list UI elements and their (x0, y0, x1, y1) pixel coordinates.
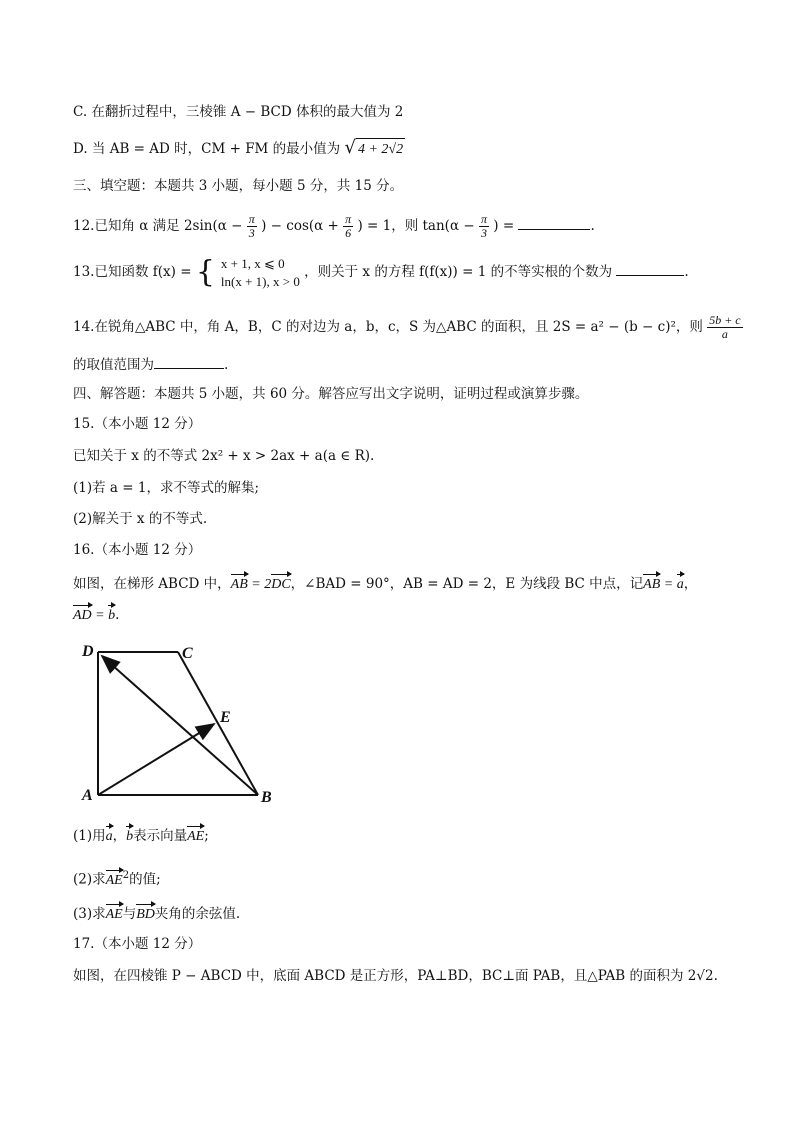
frac-num: π (345, 212, 352, 226)
option-c: C. 在翻折过程中，三棱锥 A − BCD 体积的最大值为 2 (73, 104, 404, 120)
section-solve: 四、解答题：本题共 5 小题，共 60 分。解答应写出文字说明，证明过程或演算步骤。 (73, 386, 589, 402)
q12-part-d: ) = (493, 218, 515, 234)
q16-part-3 (73, 902, 240, 925)
vector-a: a (106, 824, 113, 847)
frac-den: 3 (480, 226, 487, 240)
answer-blank[interactable] (154, 354, 224, 369)
question-13: 13.已知函数 f(x) = { x + 1, x ⩽ 0 ln(x + 1), x > 0 ，则关于 x 的方程 f(f(x)) = 1 的不等实根的个数为 . (73, 254, 689, 290)
q16-2a: (2)求 (73, 871, 106, 888)
q16-eq: = (91, 608, 109, 623)
option-d-sqrt: 4 + 2√2 (356, 138, 405, 160)
q12-frac-2 (343, 213, 353, 240)
q16-text: 如图，在梯形 ABCD 中，AB = 2DC，∠BAD = 90°，AB = AD = 2，E 为线段 BC 中点，记AB = a， (73, 572, 697, 595)
q16-text-a: 如图，在梯形 ABCD 中， (73, 576, 231, 592)
q12-frac-1 (247, 213, 257, 240)
piece-1: x + 1, x ⩽ 0 (220, 255, 285, 271)
q16-1b: ， (112, 828, 127, 844)
label-b: B (261, 789, 272, 806)
frac-num: π (480, 212, 487, 226)
vector-ab: AB (643, 572, 660, 595)
vector-a: a (677, 572, 684, 595)
vector-ae: AE (187, 824, 204, 847)
piece-2: ln(x + 1), x > 0 (220, 273, 300, 289)
frac-den: 3 (248, 226, 255, 240)
vector-ae-arrow (98, 724, 214, 795)
q16-2b: 的值; (129, 871, 161, 888)
option-d (73, 138, 405, 160)
q16-eq: = (660, 577, 677, 592)
vector-ae: AE (106, 868, 123, 891)
q12-frac-3 (479, 213, 489, 240)
vector-b: b (108, 603, 115, 626)
frac-num: π (248, 212, 255, 226)
q16-1a: (1)用 (73, 828, 106, 844)
q12-part-b: ) − cos(α + (261, 218, 339, 234)
q17-heading: 17.（本小题 12 分） (73, 936, 202, 952)
q16-1c: 表示向量 (133, 828, 188, 844)
side-cb (178, 652, 258, 795)
q16-3c: 夹角的余弦值. (154, 906, 241, 922)
vector-ab: AB (231, 572, 248, 595)
vector-ae: AE (106, 902, 123, 925)
q15-text: 已知关于 x 的不等式 2x² + x > 2ax + a(a ∈ R). (73, 448, 375, 464)
piecewise (219, 255, 300, 291)
q15-part-1: (1)若 a = 1，求不等式的解集; (73, 480, 259, 496)
q12-part-c: ) = 1，则 tan(α − (357, 218, 475, 234)
frac-num: 5b + c (709, 313, 741, 327)
vector-bd: BD (136, 902, 155, 925)
frac-den: a (721, 327, 728, 341)
question-14-cont: 的取值范围为 . (73, 354, 228, 375)
q14-part-b: 的取值范围为 (73, 357, 154, 373)
q13-part-a: 13.已知函数 f(x) = (73, 264, 192, 280)
section-fill-in: 三、填空题：本题共 3 小题，每小题 5 分，共 15 分。 (73, 178, 404, 194)
vector-dc: DC (271, 572, 290, 595)
q14-part-a: 14.在锐角△ABC 中，角 A，B，C 的对边为 a，b，c，S 为△ABC 的面积，且 2S = a² − (b − c)²，则 (73, 319, 703, 335)
vector-ad: AD (73, 603, 92, 626)
label-a: A (82, 787, 93, 804)
q16-text-line2: AD = b. (73, 603, 119, 626)
q16-eq: = 2 (247, 577, 272, 592)
vector-b: b (126, 824, 133, 847)
label-e: E (220, 709, 231, 726)
q16-heading: 16.（本小题 12 分） (73, 542, 202, 558)
q13-part-b: ，则关于 x 的方程 f(f(x)) = 1 的不等实根的个数为 (304, 264, 613, 280)
q12-part-a: 12.已知角 α 满足 2sin(α − (73, 218, 243, 234)
q16-3b: 与 (122, 906, 137, 922)
answer-blank[interactable] (616, 261, 684, 276)
option-d-text: D. 当 AB = AD 时，CM + FM 的最小值为 (73, 141, 345, 157)
label-c: C (182, 645, 193, 662)
sqrt-sign: √ (344, 137, 356, 158)
q17-text: 如图，在四棱锥 P − ABCD 中，底面 ABCD 是正方形，PA⊥BD，BC⊥面 PAB，且△PAB 的面积为 2√2. (73, 968, 718, 984)
answer-blank[interactable] (518, 215, 590, 230)
q16-part-1: (1)用a，b表示向量AE; (73, 824, 209, 847)
question-14 (73, 311, 743, 343)
square-exponent: 2 (122, 870, 130, 881)
vector-bd-arrow (102, 656, 258, 795)
brace: { (195, 254, 215, 290)
q15-part-2: (2)解关于 x 的不等式. (73, 511, 208, 527)
frac-den: 6 (345, 226, 352, 240)
q16-text-b: ，∠BAD = 90°，AB = AD = 2，E 为线段 BC 中点，记 (290, 576, 644, 592)
q15-heading: 15.（本小题 12 分） (73, 416, 202, 432)
question-12: 12.已知角 α 满足 2sin(α − $\frac{\pi}{3}$ ) − cos(α + $\frac{\pi}{6}$ ) = 1，则 tan(α − $\frac{\pi}{3}$ ) = . (73, 212, 595, 240)
trapezoid-figure (78, 640, 278, 810)
label-d: D (82, 643, 94, 660)
q14-frac (707, 314, 742, 341)
q16-part-2 (73, 866, 161, 891)
q16-3a: (3)求 (73, 906, 106, 922)
